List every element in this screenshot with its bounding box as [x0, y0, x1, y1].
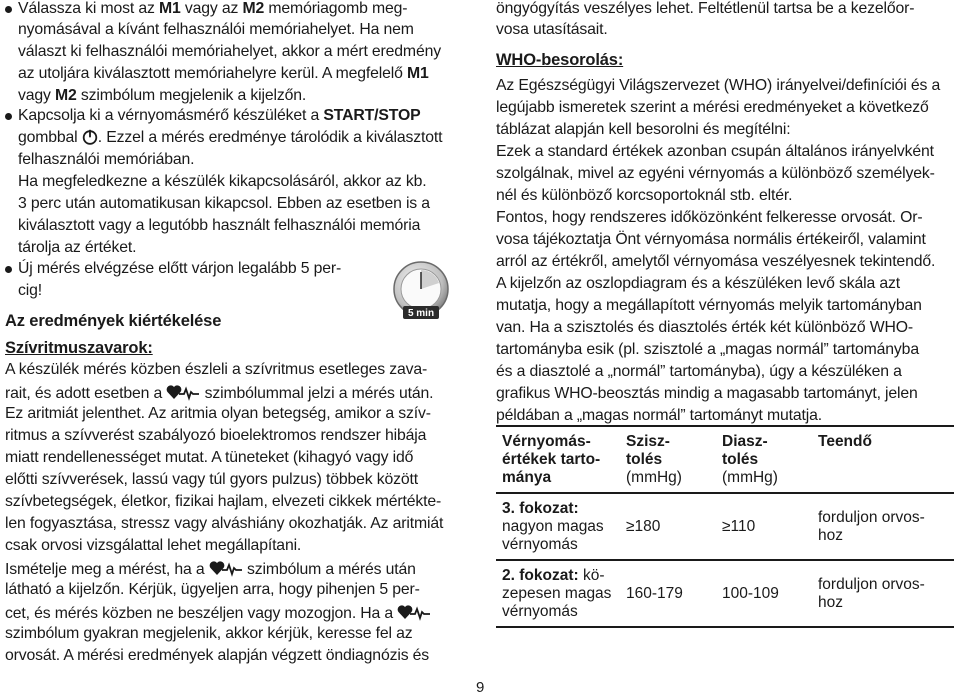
table-cell-text: hoz [818, 527, 843, 544]
table-header-text: tolés [626, 451, 663, 468]
text-line: példában a „magas normál” tartományt mutatja. [496, 407, 823, 424]
text-line: szimbólum gyakran megjelenik, akkor kérjük, keresse fel az [5, 625, 413, 642]
text-line: vosa tájékoztatja Önt vérnyomása normális értékeiről, valamint [496, 231, 926, 248]
table-header-text: Diasz- [722, 433, 768, 450]
table-cell [812, 493, 954, 560]
text-line: tartományba esik (pl. szisztolé a „magas normál” tartományba [496, 341, 919, 358]
table-header-text: Teendő [818, 433, 872, 450]
text-line: öngyógyítás veszélyes lehet. Feltétlenül tartsa be a kezelőor- [496, 0, 915, 17]
table-cell-text: forduljon orvos- [818, 576, 925, 593]
text-line: látható a kijelzőn. Kérjük, ügyeljen arra, hogy pihenjen 5 per- [5, 581, 420, 598]
table-header-text: tolés [722, 451, 759, 468]
text-line: Új mérés elvégzése előtt várjon legalább 5 per- [18, 260, 342, 277]
text-line: cig! [18, 282, 42, 299]
text-fragment: Ismételje meg a mérést, ha a [5, 561, 205, 578]
table-row [496, 493, 954, 560]
page-number: 9 [476, 679, 485, 696]
text-line: Az Egészségügyi Világszervezet (WHO) irányelvei/definíciói és a [496, 77, 941, 94]
text-line: mutatja, hogy a megállapított vérnyomás melyik tartományban [496, 297, 922, 314]
table-cell-text: zepesen magas [502, 585, 612, 602]
text-line: tárolja az értéket. [18, 239, 137, 256]
table-header-cell [620, 426, 716, 493]
who-heading: WHO-besorolás: [496, 51, 624, 69]
text-line: felhasználói memóriában. [18, 151, 195, 168]
table-cell-text: vérnyomás [502, 603, 578, 620]
table-header-cell [496, 426, 620, 493]
text-line: 3 perc után automatikusan kikapcsol. Ebben az esetben is a [18, 195, 430, 212]
table-header-text: Szisz- [626, 433, 670, 450]
text-line: len fogyasztása, stressz vagy alváshiány okozhatják. Az aritmiát [5, 515, 444, 532]
text-line: Kapcsolja ki a vérnyomásmérő készüléket a START/STOP [18, 107, 421, 124]
section-heading: Az eredmények kiértékelése [5, 312, 222, 330]
table-cell-text: kö- [582, 567, 605, 584]
table-header-text: Vérnyomás- [502, 433, 591, 450]
text-line: Fontos, hogy rendszeres időközönként felkeresse orvosát. Or- [496, 209, 923, 226]
text-line: Válassza ki most az M1 vagy az M2 memóriagomb meg- [18, 0, 408, 17]
table-header-unit: (mmHg) [722, 469, 778, 486]
table-cell-text: vérnyomás [502, 536, 578, 553]
text-line: gombbal . Ezzel a mérés eredménye tárolódik a kiválasztott [18, 129, 443, 146]
text-line: grafikus WHO-beosztás mindig a magasabb tartományt, jelen [496, 385, 918, 402]
text-line: A készülék mérés közben észleli a szívritmus esetleges zava- [5, 361, 428, 378]
text-line: vagy M2 szimbólum megjelenik a kijelzőn. [18, 87, 307, 104]
table-header-text: értékek tarto- [502, 451, 601, 468]
table-cell-text: 3. fokozat: [502, 500, 579, 517]
text-line [5, 559, 416, 579]
text-line: van. Ha a szisztolés és diasztolés érték két különböző WHO- [496, 319, 913, 336]
subheading: Szívritmuszavarok: [5, 339, 153, 357]
text-line: ritmus a szívverést szabályozó bioelektromos rendszer hibája [5, 427, 427, 444]
text-fragment: szimbólummal jelzi a mérés után. [204, 385, 434, 402]
table-cell [812, 560, 954, 627]
bullet-dot [5, 6, 12, 13]
table-cell: 2. fokozat: kö- zepesen magas vérnyomás [496, 560, 620, 627]
table-header-text: mánya [502, 469, 552, 486]
table-header-row [496, 426, 954, 493]
timer-label: 5 min [407, 308, 435, 319]
table-header-cell [812, 426, 954, 493]
arrhythmia-heart-icon [397, 603, 431, 621]
text-line: nyomásával a kívánt felhasználói memóriahelyet. Ha nem [18, 21, 414, 38]
bullet-dot [5, 113, 12, 120]
table-cell: 100-109 [716, 560, 812, 627]
text-fragment: cet, és mérés közben ne beszéljen vagy mozogjon. Ha a [5, 605, 394, 622]
arrhythmia-heart-icon [166, 383, 200, 401]
text-line: Ha megfeledkezne a készülék kikapcsolásáról, akkor az kb. [18, 173, 427, 190]
table-cell: ≥180 [620, 493, 716, 560]
table-row [496, 560, 954, 627]
text-line: Ezek a standard értékek azonban csupán általános irányelvként [496, 143, 934, 160]
arrhythmia-heart-icon [209, 559, 243, 577]
text-line: kiválasztott vagy a legutóbb használt felhasználói memória [18, 217, 421, 234]
text-line: választ ki felhasználói memóriahelyet, akkor a mért eredmény [18, 43, 441, 60]
table-header-unit: (mmHg) [626, 469, 682, 486]
text-line [5, 383, 433, 403]
text-line: legújabb ismeretek szerint a mérési eredményeket a következő [496, 99, 929, 116]
text-line: arról az értékről, amelytől vérnyomása veszélyesnek tekintendő. [496, 253, 936, 270]
table-cell-text: nagyon magas [502, 518, 604, 535]
text-line: előtti szívverések, lassú vagy túl gyors pulzus) többek között [5, 471, 419, 488]
text-line: A kijelzőn az oszlopdiagram és a készüléken levő skála azt [496, 275, 900, 292]
text-fragment: szimbólum a mérés után [247, 561, 416, 578]
power-icon [82, 129, 98, 145]
text-line: és a diasztolé a „normál” tartományba), úgy a készüléken a [496, 363, 902, 380]
bullet-dot [5, 266, 12, 273]
text-line: táblázat alapján kell besorolni és megítélni: [496, 121, 791, 138]
text-line: szívbetegségek, életkor, fizikai hajlam, elvezeti cikkek mértékte- [5, 493, 442, 510]
table-cell: 160-179 [620, 560, 716, 627]
who-classification-table [496, 425, 954, 628]
text-line: az utoljára kiválasztott memóriahelyre kerül. A megfelelő M1 [18, 65, 429, 82]
table-cell-text: hoz [818, 594, 843, 611]
text-line: nél és különböző korcsoportoknál stb. eltér. [496, 187, 793, 204]
text-line [5, 603, 431, 623]
text-line: csak orvosi vizsgálattal lehet megállapítani. [5, 537, 302, 554]
text-line: szolgálnak, mivel az egyéni vérnyomás a különböző személyek- [496, 165, 935, 182]
table-cell: ≥110 [716, 493, 812, 560]
table-cell-text: forduljon orvos- [818, 509, 925, 526]
text-fragment: rait, és adott esetben a [5, 385, 163, 402]
text-line: Ez aritmiát jelenthet. Az aritmia olyan betegség, amikor a szív- [5, 405, 431, 422]
table-header-cell [716, 426, 812, 493]
text-line: orvosát. A mérési eredmények alapján végzett öndiagnózis és [5, 647, 430, 664]
timer-5min-icon [389, 259, 453, 323]
text-line: vosa utasításait. [496, 21, 608, 38]
text-line: miatt rendellenességet mutat. A tüneteket (kihagyó vagy idő [5, 449, 414, 466]
table-cell [496, 493, 620, 560]
